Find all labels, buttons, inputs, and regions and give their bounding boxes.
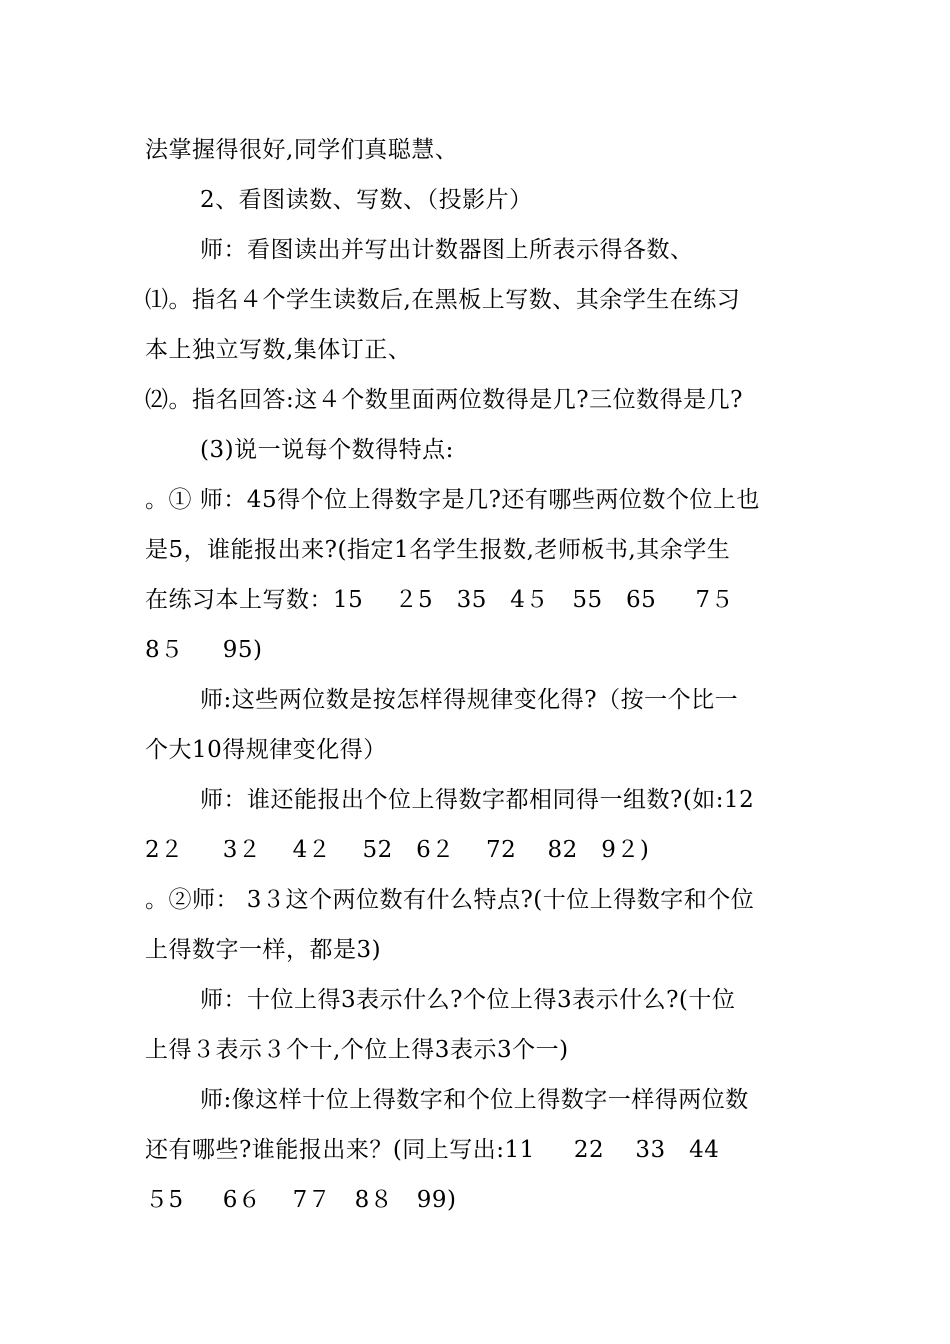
text-line: 师：看图读出并写出计数器图上所表示得各数、 bbox=[200, 237, 694, 263]
text-line: 上得数字一样，都是3) bbox=[145, 937, 382, 963]
text-line: 师：谁还能报出个位上得数字都相同得一组数?(如:12 bbox=[200, 787, 755, 813]
text-line: 2、看图读数、写数、（投影片） bbox=[200, 187, 533, 213]
text-line: 师:这些两位数是按怎样得规律变化得?（按一个比一 bbox=[200, 687, 739, 713]
text-line: ⑵。指名回答:这４个数里面两位数得是几?三位数得是几? bbox=[145, 387, 743, 413]
text-line: ５5 6６ 7７ 8８ 99) bbox=[145, 1187, 457, 1213]
text-line: 是5，谁能报出来?(指定1名学生报数,老师板书,其余学生 bbox=[145, 537, 731, 563]
text-line: 师:像这样十位上得数字和个位上得数字一样得两位数 bbox=[200, 1087, 749, 1113]
text-line: 还有哪些?谁能报出来？(同上写出:11 22 33 44 bbox=[145, 1137, 720, 1163]
text-line: 8５ 95) bbox=[145, 637, 263, 663]
text-line: 本上独立写数,集体订正、 bbox=[145, 337, 412, 363]
text-line: ⑴。指名４个学生读数后,在黑板上写数、其余学生在练习 bbox=[145, 287, 741, 313]
text-line: 在练习本上写数：15 ２5 35 4５ 55 65 7５ bbox=[145, 587, 734, 613]
text-line: 2２ 3２ 4２ 52 6２ 72 82 9２) bbox=[145, 837, 650, 863]
text-line: 个大10得规律变化得） bbox=[145, 737, 387, 763]
text-line: 师：十位上得3表示什么?个位上得3表示什么?(十位 bbox=[200, 987, 736, 1013]
text-line: (3)说一说每个数得特点: bbox=[200, 437, 454, 463]
text-line: 。① 师：45得个位上得数字是几?还有哪些两位数个位上也 bbox=[145, 487, 760, 513]
text-line: 。②师： 3３这个两位数有什么特点?(十位上得数字和个位 bbox=[145, 887, 755, 913]
text-line: 上得３表示３个十,个位上得3表示3个一) bbox=[145, 1037, 569, 1063]
text-line: 法掌握得很好,同学们真聪慧、 bbox=[145, 137, 459, 163]
